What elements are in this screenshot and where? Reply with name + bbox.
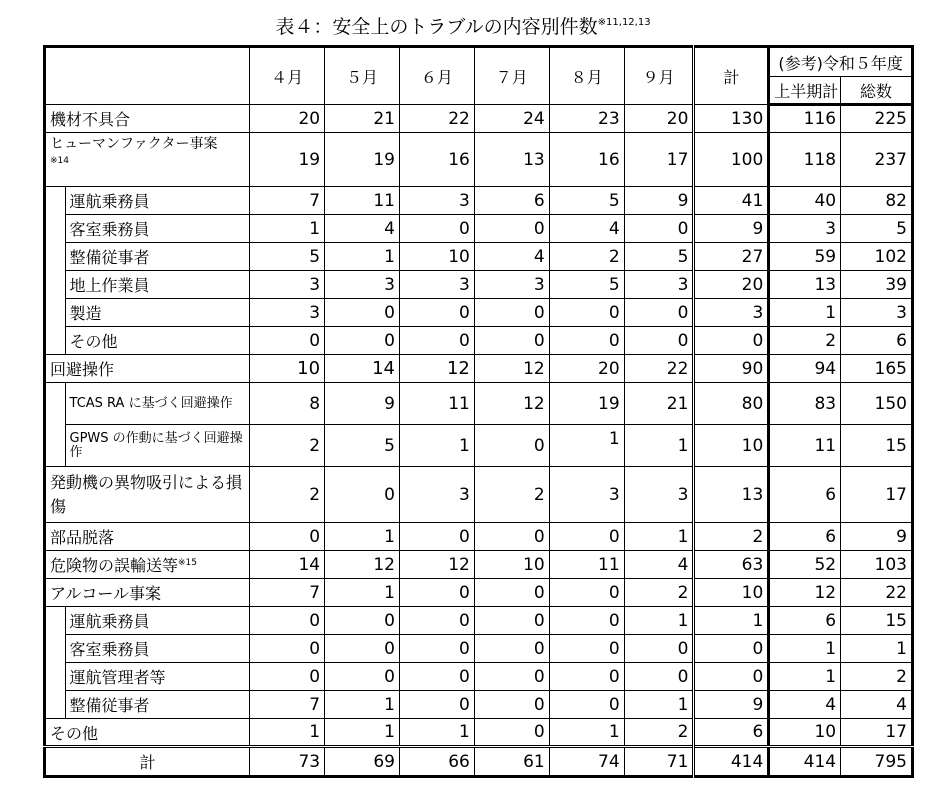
cell-ref: 150 [841,383,913,425]
cell-ref: 83 [769,383,841,425]
cell: 0 [624,215,694,243]
cell: 0 [549,523,624,551]
cell-ref: 13 [769,271,841,299]
cell: 0 [549,607,624,635]
cell: 10 [474,551,549,579]
cell: 0 [474,523,549,551]
cell: 10 [399,243,474,271]
cell: 5 [325,425,400,467]
table-row [45,425,913,467]
cell: 24 [474,105,549,133]
cell: 6 [474,187,549,215]
cell: 4 [624,551,694,579]
row-label: 整備従事者 [65,243,250,271]
table-row [45,719,913,747]
cell: 22 [624,355,694,383]
cell: 0 [549,663,624,691]
cell-ref: 22 [841,579,913,607]
cell: 5 [250,243,325,271]
cell: 0 [325,467,400,523]
cell-ref: 5 [841,215,913,243]
cell: 2 [250,425,325,467]
cell: 0 [624,327,694,355]
row-label: 危険物の誤輸送等$^{※15}$ [45,551,250,579]
cell: 0 [474,579,549,607]
cell-ref: 118 [769,133,841,187]
row-label: 機材不具合 [45,105,250,133]
cell-ref: 1 [769,299,841,327]
cell: 71 [624,747,694,777]
title-text: 表４：安全上のトラブルの内容別件数 [275,16,598,38]
cell-ref: 795 [841,747,913,777]
cell: 2 [549,243,624,271]
cell: 0 [325,635,400,663]
cell: 1 [325,579,400,607]
table-row [45,215,913,243]
cell-total: 20 [694,271,769,299]
table-row [45,187,913,215]
cell: 5 [549,187,624,215]
cell: 1 [250,215,325,243]
cell: 69 [325,747,400,777]
cell-ref: 102 [841,243,913,271]
cell-total: 0 [694,327,769,355]
cell: 0 [325,327,400,355]
cell-ref: 2 [769,327,841,355]
header-row-1 [45,47,913,77]
cell: 2 [250,467,325,523]
cell-ref: 3 [841,299,913,327]
table-row [45,523,913,551]
cell-total: 9 [694,691,769,719]
cell: 0 [549,327,624,355]
cell: 0 [325,663,400,691]
cell-ref: 1 [841,635,913,663]
cell-total: 130 [694,105,769,133]
cell: 23 [549,105,624,133]
header-corner [45,47,250,105]
cell: 11 [549,551,624,579]
cell: 0 [399,579,474,607]
cell: 0 [549,579,624,607]
table-row [45,105,913,133]
table-row [45,579,913,607]
cell-ref: 6 [841,327,913,355]
cell-total: 100 [694,133,769,187]
row-label: 客室乗務員 [65,215,250,243]
cell-ref: 52 [769,551,841,579]
cell-ref: 15 [841,425,913,467]
cell: 1 [624,425,694,467]
trouble-table [43,45,914,778]
cell: 19 [250,133,325,187]
row-label: 地上作業員 [65,271,250,299]
cell: 1 [399,719,474,747]
cell: 0 [399,327,474,355]
cell: 0 [624,299,694,327]
row-note: ※14 [50,156,69,166]
cell: 7 [250,691,325,719]
row-label: ヒューマンファクター事案 ※14 [45,133,250,187]
row-label: 回避操作 [45,355,250,383]
cell-total: 80 [694,383,769,425]
cell: 4 [549,215,624,243]
header-month: ９月 [624,47,694,105]
cell-ref: 4 [841,691,913,719]
cell: 0 [399,607,474,635]
row-label: アルコール事案 [45,579,250,607]
cell: 16 [399,133,474,187]
table-row [45,133,913,187]
cell: 9 [325,383,400,425]
cell: 7 [250,187,325,215]
cell-ref: 59 [769,243,841,271]
cell-ref: 116 [769,105,841,133]
cell-ref: 225 [841,105,913,133]
row-label: その他 [65,327,250,355]
cell: 61 [474,747,549,777]
cell: 5 [624,243,694,271]
table-row [45,355,913,383]
cell-ref: 17 [841,719,913,747]
cell: 0 [474,327,549,355]
cell: 2 [624,579,694,607]
cell: 1 [325,691,400,719]
cell: 4 [474,243,549,271]
cell-total: 63 [694,551,769,579]
row-label: 運航乗務員 [65,607,250,635]
cell-total: 3 [694,299,769,327]
row-note: ※15 [178,558,198,568]
cell: 10 [250,355,325,383]
cell-ref: 2 [841,663,913,691]
cell-total: 13 [694,467,769,523]
cell-ref: 9 [841,523,913,551]
cell: 0 [549,635,624,663]
cell: 0 [399,215,474,243]
cell-ref: 15 [841,607,913,635]
cell: 0 [325,607,400,635]
table-title [0,10,926,40]
cell: 0 [250,663,325,691]
cell: 9 [624,187,694,215]
cell: 22 [399,105,474,133]
cell: 17 [624,133,694,187]
cell: 20 [250,105,325,133]
row-label: 運航乗務員 [65,187,250,215]
cell: 0 [549,691,624,719]
header-total: 計 [694,47,769,105]
cell: 14 [250,551,325,579]
cell: 0 [474,299,549,327]
cell: 11 [399,383,474,425]
cell: 21 [624,383,694,425]
header-reference: (参考)令和５年度 [769,47,913,77]
table-row [45,467,913,523]
cell: 0 [474,663,549,691]
cell: 20 [624,105,694,133]
cell-total: 414 [694,747,769,777]
table-row [45,691,913,719]
cell-ref: 237 [841,133,913,187]
cell: 3 [399,271,474,299]
cell: 16 [549,133,624,187]
cell-ref: 414 [769,747,841,777]
cell-ref: 4 [769,691,841,719]
cell: 1 [399,425,474,467]
total-row [45,747,913,777]
row-label: その他 [45,719,250,747]
cell: 0 [624,635,694,663]
cell: 3 [250,271,325,299]
cell: 0 [250,635,325,663]
cell: 1 [549,425,624,467]
indent-gutter [45,187,66,355]
cell-total: 10 [694,579,769,607]
cell: 66 [399,747,474,777]
cell: 3 [399,467,474,523]
cell: 0 [474,215,549,243]
cell-total: 9 [694,215,769,243]
cell: 0 [549,299,624,327]
cell-total: 27 [694,243,769,271]
cell-total: 0 [694,663,769,691]
cell: 0 [250,523,325,551]
indent-gutter [45,383,66,467]
table-row [45,635,913,663]
cell-ref: 103 [841,551,913,579]
cell: 12 [474,355,549,383]
cell-total: 41 [694,187,769,215]
cell: 1 [624,691,694,719]
cell-ref: 1 [769,635,841,663]
cell: 3 [474,271,549,299]
cell: 0 [399,691,474,719]
table-row [45,607,913,635]
cell: 0 [399,299,474,327]
cell: 1 [549,719,624,747]
cell: 1 [250,719,325,747]
cell: 7 [250,579,325,607]
cell: 0 [325,299,400,327]
cell: 13 [474,133,549,187]
cell-total: 90 [694,355,769,383]
cell: 74 [549,747,624,777]
row-label: 計 [45,747,250,777]
cell: 3 [325,271,400,299]
title-note: ※11,12,13 [597,17,651,28]
cell: 21 [325,105,400,133]
cell: 0 [474,425,549,467]
cell: 19 [549,383,624,425]
cell: 20 [549,355,624,383]
cell: 12 [399,355,474,383]
row-label: 製造 [65,299,250,327]
table-row [45,663,913,691]
cell-ref: 11 [769,425,841,467]
cell: 0 [474,635,549,663]
cell-ref: 40 [769,187,841,215]
cell: 3 [624,467,694,523]
header-ref-first-half: 上半期計 [769,77,841,105]
row-label: 客室乗務員 [65,635,250,663]
cell: 3 [549,467,624,523]
cell: 0 [250,327,325,355]
cell-ref: 1 [769,663,841,691]
row-label: 運航管理者等 [65,663,250,691]
cell: 1 [624,607,694,635]
cell: 4 [325,215,400,243]
header-month: ６月 [399,47,474,105]
header-month: ８月 [549,47,624,105]
cell: 14 [325,355,400,383]
cell: 8 [250,383,325,425]
cell-total: 1 [694,607,769,635]
cell: 0 [399,663,474,691]
cell: 5 [549,271,624,299]
cell-ref: 17 [841,467,913,523]
cell: 0 [474,607,549,635]
cell: 3 [250,299,325,327]
cell: 12 [325,551,400,579]
row-label: TCAS RA に基づく回避操作 [65,383,250,425]
cell: 2 [474,467,549,523]
cell-total: 10 [694,425,769,467]
cell: 12 [399,551,474,579]
cell: 0 [474,691,549,719]
cell-ref: 94 [769,355,841,383]
cell-ref: 6 [769,467,841,523]
cell-total: 0 [694,635,769,663]
header-month: ７月 [474,47,549,105]
cell-total: 6 [694,719,769,747]
cell-ref: 6 [769,607,841,635]
header-month: ４月 [250,47,325,105]
cell: 3 [399,187,474,215]
cell: 0 [399,523,474,551]
cell: 0 [474,719,549,747]
cell: 3 [624,271,694,299]
row-label: 部品脱落 [45,523,250,551]
cell-ref: 165 [841,355,913,383]
table-row [45,383,913,425]
cell-ref: 82 [841,187,913,215]
header-month: ５月 [325,47,400,105]
table-row [45,243,913,271]
cell: 0 [624,663,694,691]
cell-total: 2 [694,523,769,551]
cell-ref: 10 [769,719,841,747]
table-row [45,299,913,327]
row-label: 整備従事者 [65,691,250,719]
cell-ref: 39 [841,271,913,299]
cell-ref: 6 [769,523,841,551]
header-ref-total: 総数 [841,77,913,105]
cell: 11 [325,187,400,215]
table-row [45,327,913,355]
cell: 1 [325,523,400,551]
cell-ref: 3 [769,215,841,243]
table-row [45,271,913,299]
row-label: GPWS の作動に基づく回避操作 [65,425,250,467]
table-row [45,551,913,579]
cell-ref: 12 [769,579,841,607]
indent-gutter [45,607,66,719]
cell: 73 [250,747,325,777]
cell: 12 [474,383,549,425]
cell: 1 [325,719,400,747]
cell: 19 [325,133,400,187]
cell: 0 [250,607,325,635]
cell: 1 [624,523,694,551]
cell: 1 [325,243,400,271]
cell: 2 [624,719,694,747]
row-label: 発動機の異物吸引による損傷 [45,467,250,523]
cell: 0 [399,635,474,663]
